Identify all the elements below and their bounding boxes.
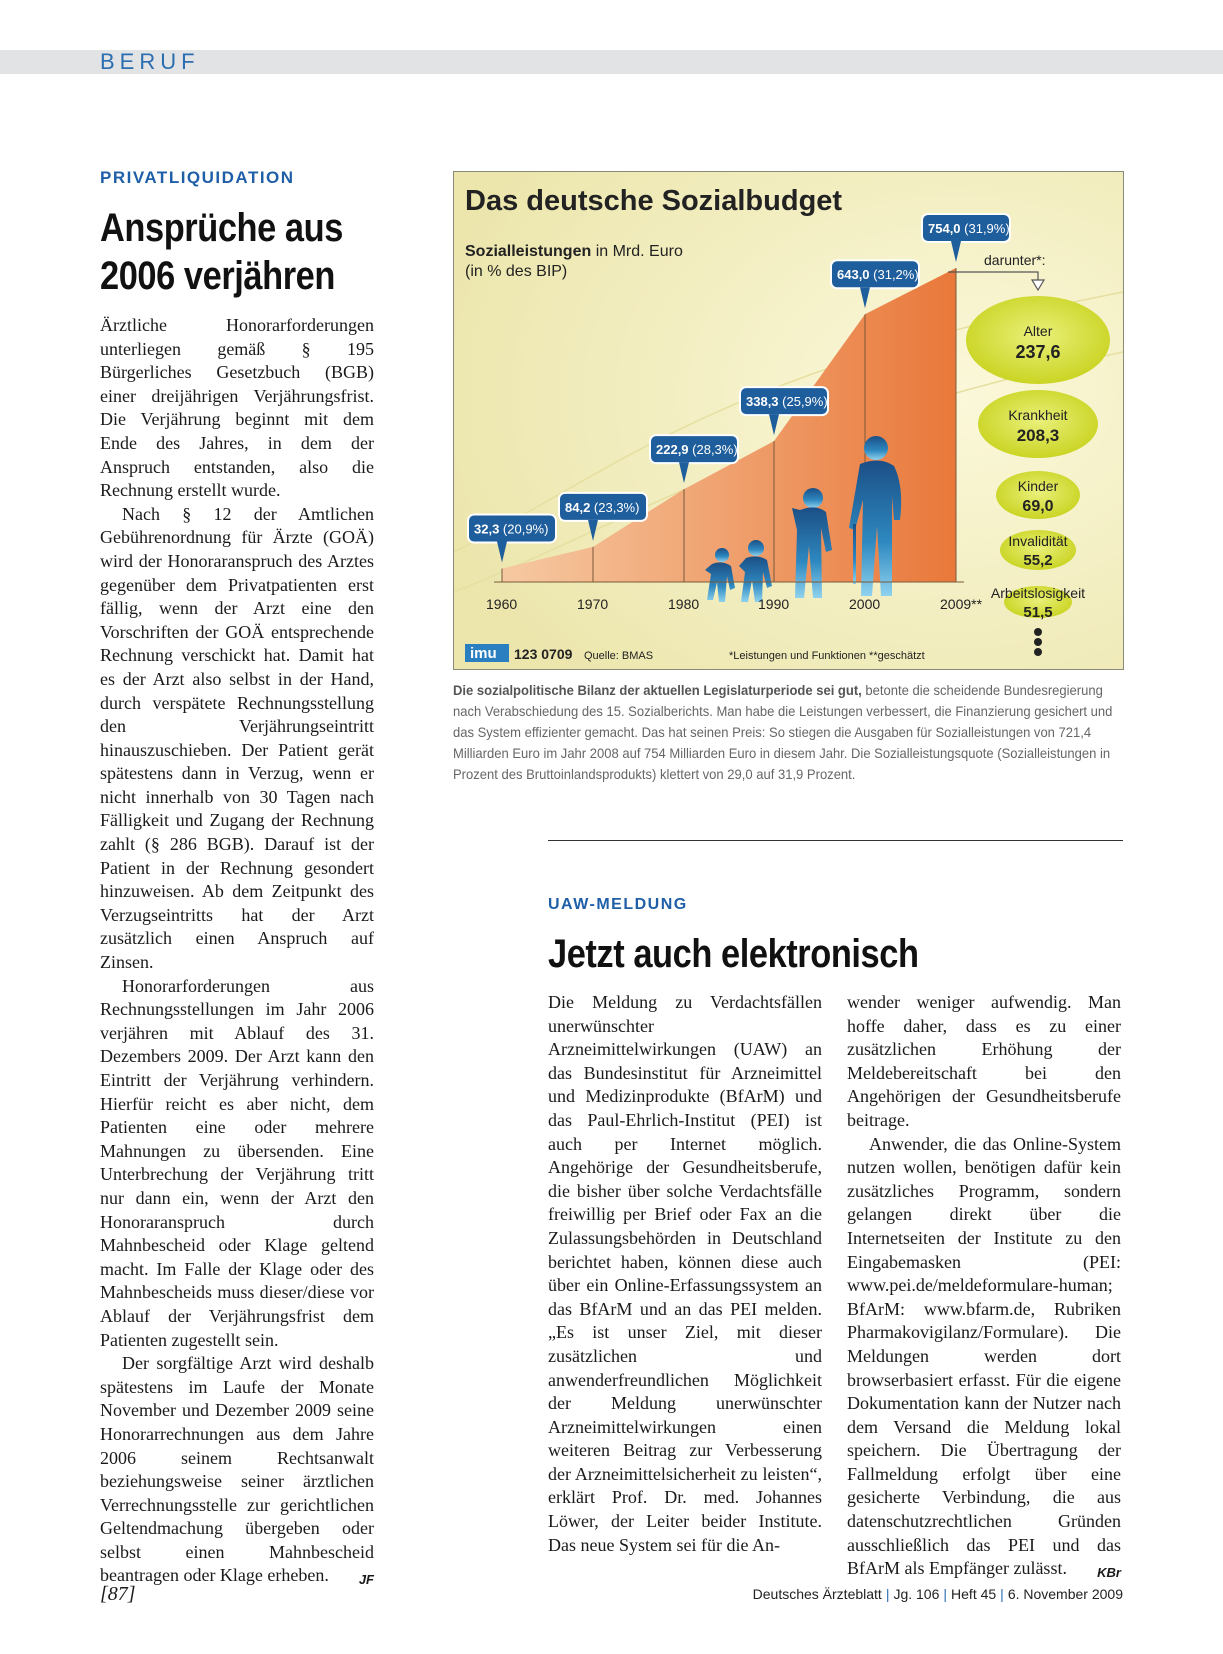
breakdown-label: Invalidität [1008,533,1068,549]
section-label: BERUF [100,49,200,74]
page-number: [87] [100,1583,136,1605]
divider [548,840,1123,841]
callout-label [928,221,1010,236]
x-tick-label: 2009** [940,596,983,612]
chart-subtitle-rest: in Mrd. Euro [591,243,683,260]
callout-percent: (23,3%) [593,499,640,515]
callout-label [565,500,639,515]
article2-kicker: UAW-MELDUNG [548,896,688,913]
article2-col1 [548,991,822,1557]
article1-paragraph: Nach § 12 der Amtlichen Gebührenordnung für Ärzte (GOÄ) wird der Honoraranspruch des Arztes gegenüber dem Privatpatienten erst fällig, wenn der Arzt eine den Vorschriften der GOÄ entsprechende Rechnung verschickt hat. Damit hat es der Arzt also selbst in der Hand, durch verspätete Rechnungsstellung den Verjährungseintritt hinauszuschieben. Der Patient gerät spätestens dann in Verzug, wenn er nicht innerhalb von 30 Tagen nach Fälligkeit und Zugang der Rechnung zahlt (§ 286 BGB). Darauf ist der Patient in der Rechnung gesondert hinzuweisen. Ab dem Zeitpunkt des Verzugseintritts hat der Arzt zusätzlich einen Anspruch auf Zinsen. [100,503,374,973]
caption-lead: Die sozialpolitische Bilanz der aktuellen Legislaturperiode sei gut, [453,682,862,698]
article1-title-line2: 2006 verjähren [100,254,335,298]
article2-signature: KBr [1097,1565,1121,1581]
callout-value: 643,0 [837,267,874,283]
breakdown-item [1000,530,1076,570]
chart-subtitle-bold: Sozialleistungen [465,243,592,260]
chart-code: 123 0709 [514,646,573,662]
article1-paragraph: Ärztliche Honorarforderungen unterliegen gemäß § 195 Bürgerliches Gesetzbuch (BGB) einer dreijährigen Verjährungsfrist. Die Verjährung beginnt mit dem Ende des Jahres, in dem der Anspruch entstanden, also die Rechnung erstellt wurde. [100,315,374,501]
footer-separator: | [1000,1586,1004,1602]
article1-paragraph [100,1352,374,1588]
breakdown-label: Arbeitslosigkeit [990,585,1086,601]
x-tick-label: 1960 [486,596,518,612]
x-tick-label: 1970 [577,596,609,612]
article1-kicker: PRIVATLIQUIDATION [100,168,295,187]
more-dots-icon [1034,628,1042,656]
breakdown-item [996,471,1080,519]
article1-title [100,204,343,300]
callout-label [746,394,828,409]
sozialbudget-chart [453,171,1124,670]
callout-label [474,522,548,537]
footer-separator: | [885,1586,890,1602]
callout-value: 32,3 [474,521,503,537]
article1-paragraph: Honorarforderungen aus Rechnungsstellungen im Jahr 2006 verjähren mit Ablauf des 31. Dezembers 2009. Der Arzt kann den Eintritt der Verjährung verhindern. Hierfür reicht es aber nicht, dem Patienten eine oder mehrere Mahnungen zu übersenden. Eine Unterbrechung der Verjährung tritt nur dann ein, wenn der Arzt den Honoraranspruch durch Mahnbescheid oder Klage geltend macht. Im Falle der Klage oder des Mahnbescheids muss dieser/diese vor Ablauf der Verjährungsfrist dem Patienten zugestellt sein. [100,975,374,1350]
callout-label [837,267,919,282]
caption-text: betonte die scheidende Bundesregierung nach Verabschiedung des 15. Sozialberichts. Man habe die Leistungen verbessert, die Finanzierung gesichert und das System effizienter gemacht. Das hat seinen Preis: So stiegen die Ausgaben für Sozialleistungen von 721,4 Milliarden Euro im Jahr 2008 auf 754 Milliarden Euro in diesem Jahr. Die Sozialleistungsquote (Sozialleistungen in Prozent des Bruttoinlandsprodukts) klettert von 29,0 auf 31,9 Prozent. [453,682,1113,782]
article1-title-line1: Ansprüche aus [100,206,343,250]
article2-col2 [847,991,1121,1585]
article1-body [100,314,374,1592]
footer-journal-info [753,1586,1123,1602]
article2-paragraph [847,1133,1121,1581]
chart-source: Quelle: BMAS [584,650,654,662]
breakdown-value: 51,5 [1023,604,1053,621]
chart-footnote: *Leistungen und Funktionen **geschätzt [729,650,925,662]
breakdown-ellipse [966,296,1110,384]
article2-paragraph-text: Anwender, die das Online-System nutzen wollen, benötigen dafür kein zusätzliches Programm, sondern gelangen direkt über die Internetseiten der Institute zu den Eingabemasken (PEI: www.pei.de/meldeformulare-human; BfArM: www.bfarm.de, Rubriken Pharmakovigilanz/Formulare). Die Meldungen werden dort browserbasiert erfasst. Für die eigene Dokumentation kann der Nutzer nach dem Versand die Meldung lokal speichern. Die Übertragung der Fallmeldung erfolgt über eine gesicherte Verbindung, die aus datenschutzrechtlichen Gründen ausschließlich das PEI und das BfArM als Empfänger zulässt. [847,1133,1121,1579]
footer-journal: Deutsches Ärzteblatt [752,1586,882,1602]
breakdown-item [978,390,1098,458]
callout-percent: (20,9%) [502,521,549,537]
breakdown-value: 69,0 [1022,498,1054,515]
article2-paragraph: wender weniger aufwendig. Man hoffe daher, dass es zu einer zusätzlichen Erhöhung der Meldebereitschaft bei den Angehörigen der Gesundheitsberufe beitrage. [847,992,1121,1130]
breakdown-value: 55,2 [1023,552,1053,569]
x-tick-label: 1980 [668,596,700,612]
breakdown-value: 208,3 [1016,426,1060,445]
article2-paragraph: Die Meldung zu Verdachtsfällen unerwünschter Arzneimittelwirkungen (UAW) an das Bundesinstitut für Arzneimittel und Medizinprodukte (BfArM) und das Paul-Ehrlich-Institut (PEI) ist auch per Internet möglich. Angehörige der Gesundheitsberufe, die bisher über solche Verdachtsfälle freiwillig per Brief oder Fax an die Zulassungsbehörden in Deutschland berichtet haben, können diese auch über ein Online-Erfassungssystem an das BfArM und an das PEI melden. „Es ist unser Ziel, mit dieser zusätzlichen und anwenderfreundlichen Möglichkeit der Meldung unerwünschter Arzneimittelwirkungen einen weiteren Beitrag zur Verbesserung der Arzneimittelsicherheit zu leisten“, erklärt Prof. Dr. med. Johannes Löwer, der Leiter beider Institute. Das neue System sei für die An- [548,992,822,1555]
breakdown-item [966,296,1110,384]
article1-signature: JF [358,1572,374,1588]
footer-separator: | [943,1586,948,1602]
article1-paragraph-text: Der sorgfältige Arzt wird deshalb spätestens im Laufe der Monate November und Dezember 2009 seine Honorarrechnungen aus dem Jahre 2006 seinem Rechtsanwalt beziehungsweise seiner ärztlichen Verrechnungsstelle zur gerichtlichen Geltendmachung übergeben oder selbst einen Mahnbescheid beantragen oder Klage erheben. [100,1353,374,1586]
callout-percent: (28,3%) [692,442,738,458]
callout-value: 754,0 [928,221,965,236]
x-tick-label: 2000 [849,596,881,612]
chart-subtitle [465,243,683,260]
callout-value: 84,2 [565,499,594,515]
article2-title: Jetzt auch elektronisch [548,932,919,976]
chart-caption [453,680,1123,785]
callout-label [656,442,738,457]
callout-value: 222,9 [656,442,693,458]
callout-percent: (31,2%) [873,267,919,283]
imu-logo-text: imu [470,645,497,662]
breakdown-ellipse [978,390,1098,458]
breakdown-label: Alter [1023,323,1053,339]
callout-percent: (25,9%) [782,394,828,410]
breakdown-label: Krankheit [1008,407,1068,423]
callout-value: 338,3 [746,394,783,410]
breakdown-value: 237,6 [1015,342,1061,362]
callout-percent: (31,9%) [964,221,1010,236]
footer-volume: Jg. 106 [893,1586,940,1602]
breakdown-label: Kinder [1017,478,1059,494]
chart-subtitle-line2: (in % des BIP) [465,263,568,280]
breakdown-title: darunter*: [984,252,1046,268]
x-tick-label: 1990 [758,596,790,612]
footer-issue: Heft 45 [951,1586,997,1602]
chart-title: Das deutsche Sozialbudget [465,185,843,217]
footer-date: 6. November 2009 [1007,1586,1123,1602]
chart-svg [454,172,1123,669]
